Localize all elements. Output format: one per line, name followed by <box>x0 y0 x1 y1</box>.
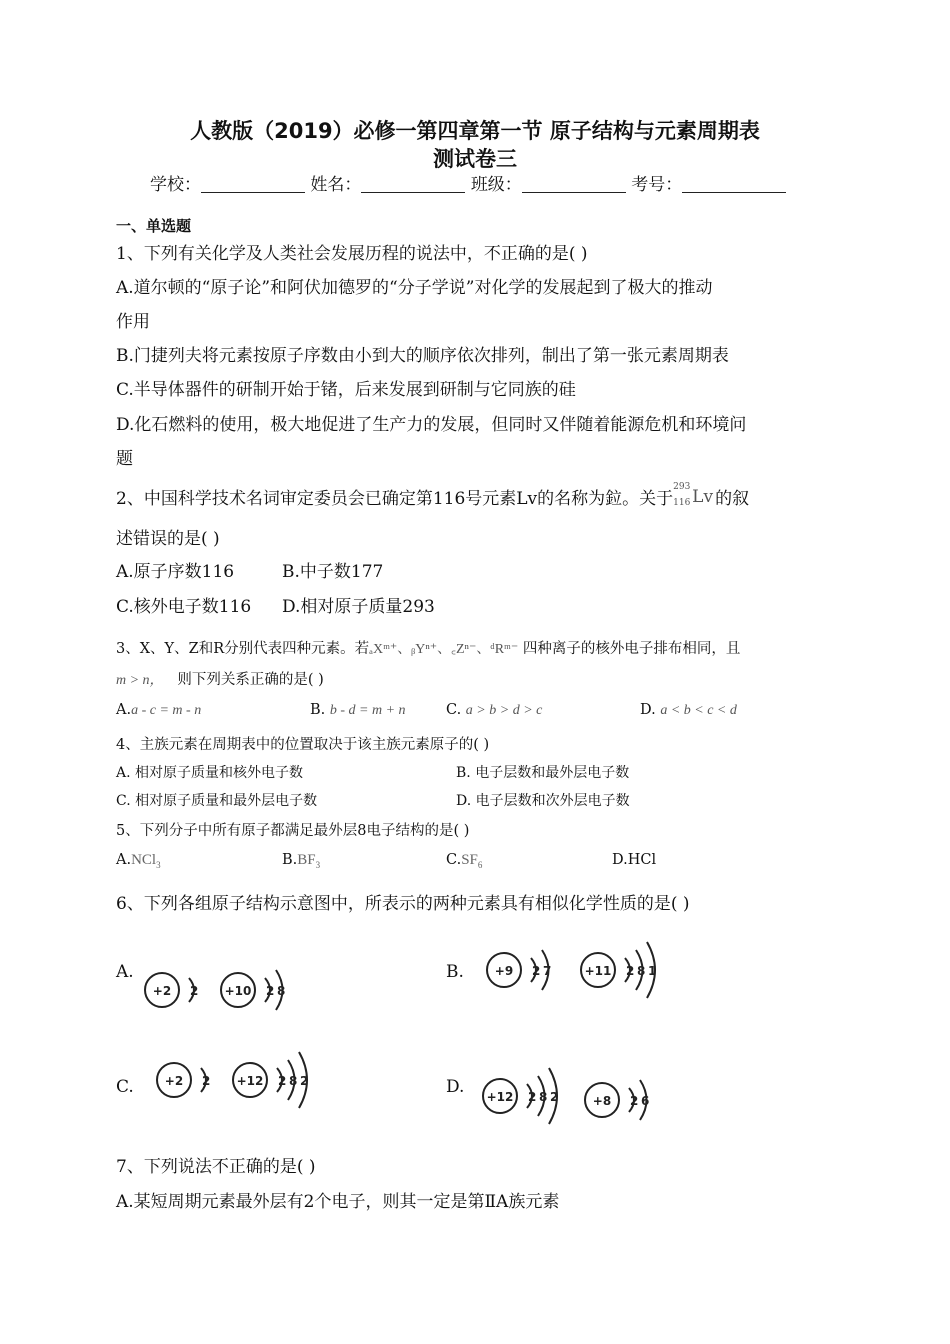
number-blank[interactable] <box>682 174 786 193</box>
q2-option-d: D.相对原子质量293 <box>282 597 435 617</box>
atom-diagram-b2 <box>576 920 706 1020</box>
electron-count: 2 <box>626 964 635 978</box>
q5-a-label: A. <box>116 852 132 868</box>
number-label: 考号： <box>631 175 683 195</box>
name-blank[interactable] <box>361 174 465 193</box>
q1-stem: 1、下列有关化学及人类社会发展历程的说法中，不正确的是( ) <box>116 244 588 264</box>
q4-stem: 4、主族元素在周期表中的位置取决于该主族元素原子的( ) <box>116 737 490 753</box>
isotope-mass: 293 <box>673 482 691 492</box>
q4-option-a: A. 相对原子质量和核外电子数 <box>116 765 304 781</box>
q3-stem <box>116 637 740 658</box>
nuclear-charge: +10 <box>224 984 252 998</box>
q3-option-b <box>310 702 406 719</box>
q5-a-formula <box>131 852 161 868</box>
q3-option-a <box>116 702 201 719</box>
electron-count: 2 <box>278 1074 287 1088</box>
q5-b-formula-sub: 3 <box>315 860 321 870</box>
q3-d-math: a < b < c < d <box>660 703 737 718</box>
q4-option-b: B. 电子层数和最外层电子数 <box>456 765 630 781</box>
q5-option-c <box>446 852 482 870</box>
atom-diagram-a2 <box>216 950 326 1030</box>
q1-option-b: B.门捷列夫将元素按原子序数由小到大的顺序依次排列，制出了第一张元素周期表 <box>116 346 729 366</box>
q5-option-b <box>282 852 320 870</box>
electron-count: 8 <box>277 984 286 998</box>
q3-stem-cont <box>116 668 324 689</box>
q6-stem: 6、下列各组原子结构示意图中，所表示的两种元素具有相似化学性质的是( ) <box>116 894 690 914</box>
q1-option-d-cont: 题 <box>116 449 133 469</box>
electron-count: 2 <box>300 1074 309 1088</box>
q3-stem-post: 四种离子的核外电子排布相同，且 <box>522 641 741 657</box>
q1-option-a-cont: 作用 <box>116 312 150 332</box>
school-blank[interactable] <box>201 174 305 193</box>
q5-option-a <box>116 852 161 870</box>
page-subtitle: 测试卷三 <box>433 147 517 171</box>
q5-c-formula <box>461 852 482 868</box>
q5-option-d: D.HCl <box>612 852 657 868</box>
q5-a-formula-base: NCl <box>131 852 157 868</box>
lv-isotope-symbol <box>673 482 715 508</box>
q6-option-a-label: A. <box>116 962 134 982</box>
electron-count: 2 <box>528 1090 537 1104</box>
q3-c-math: a > b > d > c <box>465 703 543 718</box>
q5-b-formula <box>297 852 320 868</box>
q3-ions: ₐXᵐ⁺、ᵦYⁿ⁺、꜀Zⁿ⁻、ᵈRᵐ⁻ <box>369 642 519 657</box>
electron-count: 2 <box>202 1074 211 1088</box>
q2-stem-pre: 2、中国科学技术名词审定委员会已确定第116号元素Lv的名称为鉝。关于 <box>116 489 674 509</box>
q3-a-label: A. <box>116 702 132 718</box>
q3-d-label: D. <box>640 702 656 718</box>
nuclear-charge: +12 <box>486 1090 514 1104</box>
q2-stem-cont: 述错误的是( ) <box>116 529 220 549</box>
q1-option-a: A.道尔顿的“原子论”和阿伏加德罗的“分子学说”对化学的发展起到了极大的推动 <box>116 278 713 298</box>
nuclear-charge: +8 <box>592 1094 612 1108</box>
nuclear-charge: +9 <box>494 964 514 978</box>
nuclear-charge: +11 <box>584 964 612 978</box>
q1-option-d: D.化石燃料的使用，极大地促进了生产力的发展，但同时又伴随着能源危机和环境问 <box>116 415 747 435</box>
q5-c-formula-base: SF <box>461 852 478 868</box>
electron-count: 8 <box>637 964 646 978</box>
q3-option-d <box>640 702 737 719</box>
electron-count: 2 <box>190 984 199 998</box>
q1-option-c: C.半导体器件的研制开始于锗，后来发展到研制与它同族的硅 <box>116 380 576 400</box>
q7-stem: 7、下列说法不正确的是( ) <box>116 1157 316 1177</box>
nuclear-charge: +2 <box>152 984 172 998</box>
q5-a-formula-sub: 3 <box>156 860 161 870</box>
q6-option-c-label: C. <box>116 1077 134 1097</box>
atom-diagram-d2 <box>580 1060 690 1140</box>
electron-count: 8 <box>539 1090 548 1104</box>
q3-b-label: B. <box>310 702 326 718</box>
electron-count: 2 <box>630 1094 639 1108</box>
isotope-atomic-number: 116 <box>673 498 691 508</box>
atom-diagram-c2 <box>228 1030 358 1130</box>
q2-option-a: A.原子序数116 <box>116 562 235 582</box>
q7-option-a: A.某短周期元素最外层有2个电子，则其一定是第ⅡA族元素 <box>116 1192 560 1212</box>
class-label: 班级： <box>470 175 522 195</box>
electron-count: 2 <box>532 964 541 978</box>
school-label: 学校： <box>150 175 201 195</box>
name-label: 姓名： <box>310 175 362 195</box>
q3-option-c <box>446 702 542 719</box>
electron-count: 2 <box>550 1090 559 1104</box>
q6-option-b-label: B. <box>446 962 464 982</box>
q2-stem-post: 的叙 <box>715 489 750 509</box>
q4-option-d: D. 电子层数和次外层电子数 <box>456 793 630 809</box>
q6-option-d-label: D. <box>446 1077 465 1097</box>
student-info-line <box>150 170 786 195</box>
q2-stem <box>116 484 749 509</box>
q5-b-formula-base: BF <box>297 852 316 868</box>
nuclear-charge: +12 <box>236 1074 264 1088</box>
nuclear-charge: +2 <box>164 1074 184 1088</box>
q3-stem-cont-text: 则下列关系正确的是( ) <box>177 672 324 688</box>
q3-b-math: b - d = m + n <box>329 703 406 718</box>
electron-count: 6 <box>641 1094 650 1108</box>
electron-count: 7 <box>543 964 552 978</box>
q3-a-math: a - c = m - n <box>131 703 202 718</box>
q5-c-formula-sub: 6 <box>477 860 483 870</box>
electron-count: 8 <box>289 1074 298 1088</box>
q2-option-c: C.核外电子数116 <box>116 597 252 617</box>
section-heading: 一、单选题 <box>116 217 192 235</box>
q3-c-label: C. <box>446 702 462 718</box>
q2-option-b: B.中子数177 <box>282 562 384 582</box>
isotope-symbol: Lv <box>692 487 714 507</box>
class-blank[interactable] <box>522 174 626 193</box>
electron-count: 1 <box>648 964 657 978</box>
q5-stem: 5、下列分子中所有原子都满足最外层8电子结构的是( ) <box>116 823 470 839</box>
q3-condition: m > n， <box>116 673 164 688</box>
electron-count: 2 <box>266 984 275 998</box>
q5-b-label: B. <box>282 852 298 868</box>
q5-c-label: C. <box>446 852 462 868</box>
page-title: 人教版（2019）必修一第四章第一节 原子结构与元素周期表 <box>190 119 760 143</box>
q4-option-c: C. 相对原子质量和最外层电子数 <box>116 793 318 809</box>
q3-stem-pre: 3、X、Y、Z和R分别代表四种元素。若 <box>116 641 370 657</box>
